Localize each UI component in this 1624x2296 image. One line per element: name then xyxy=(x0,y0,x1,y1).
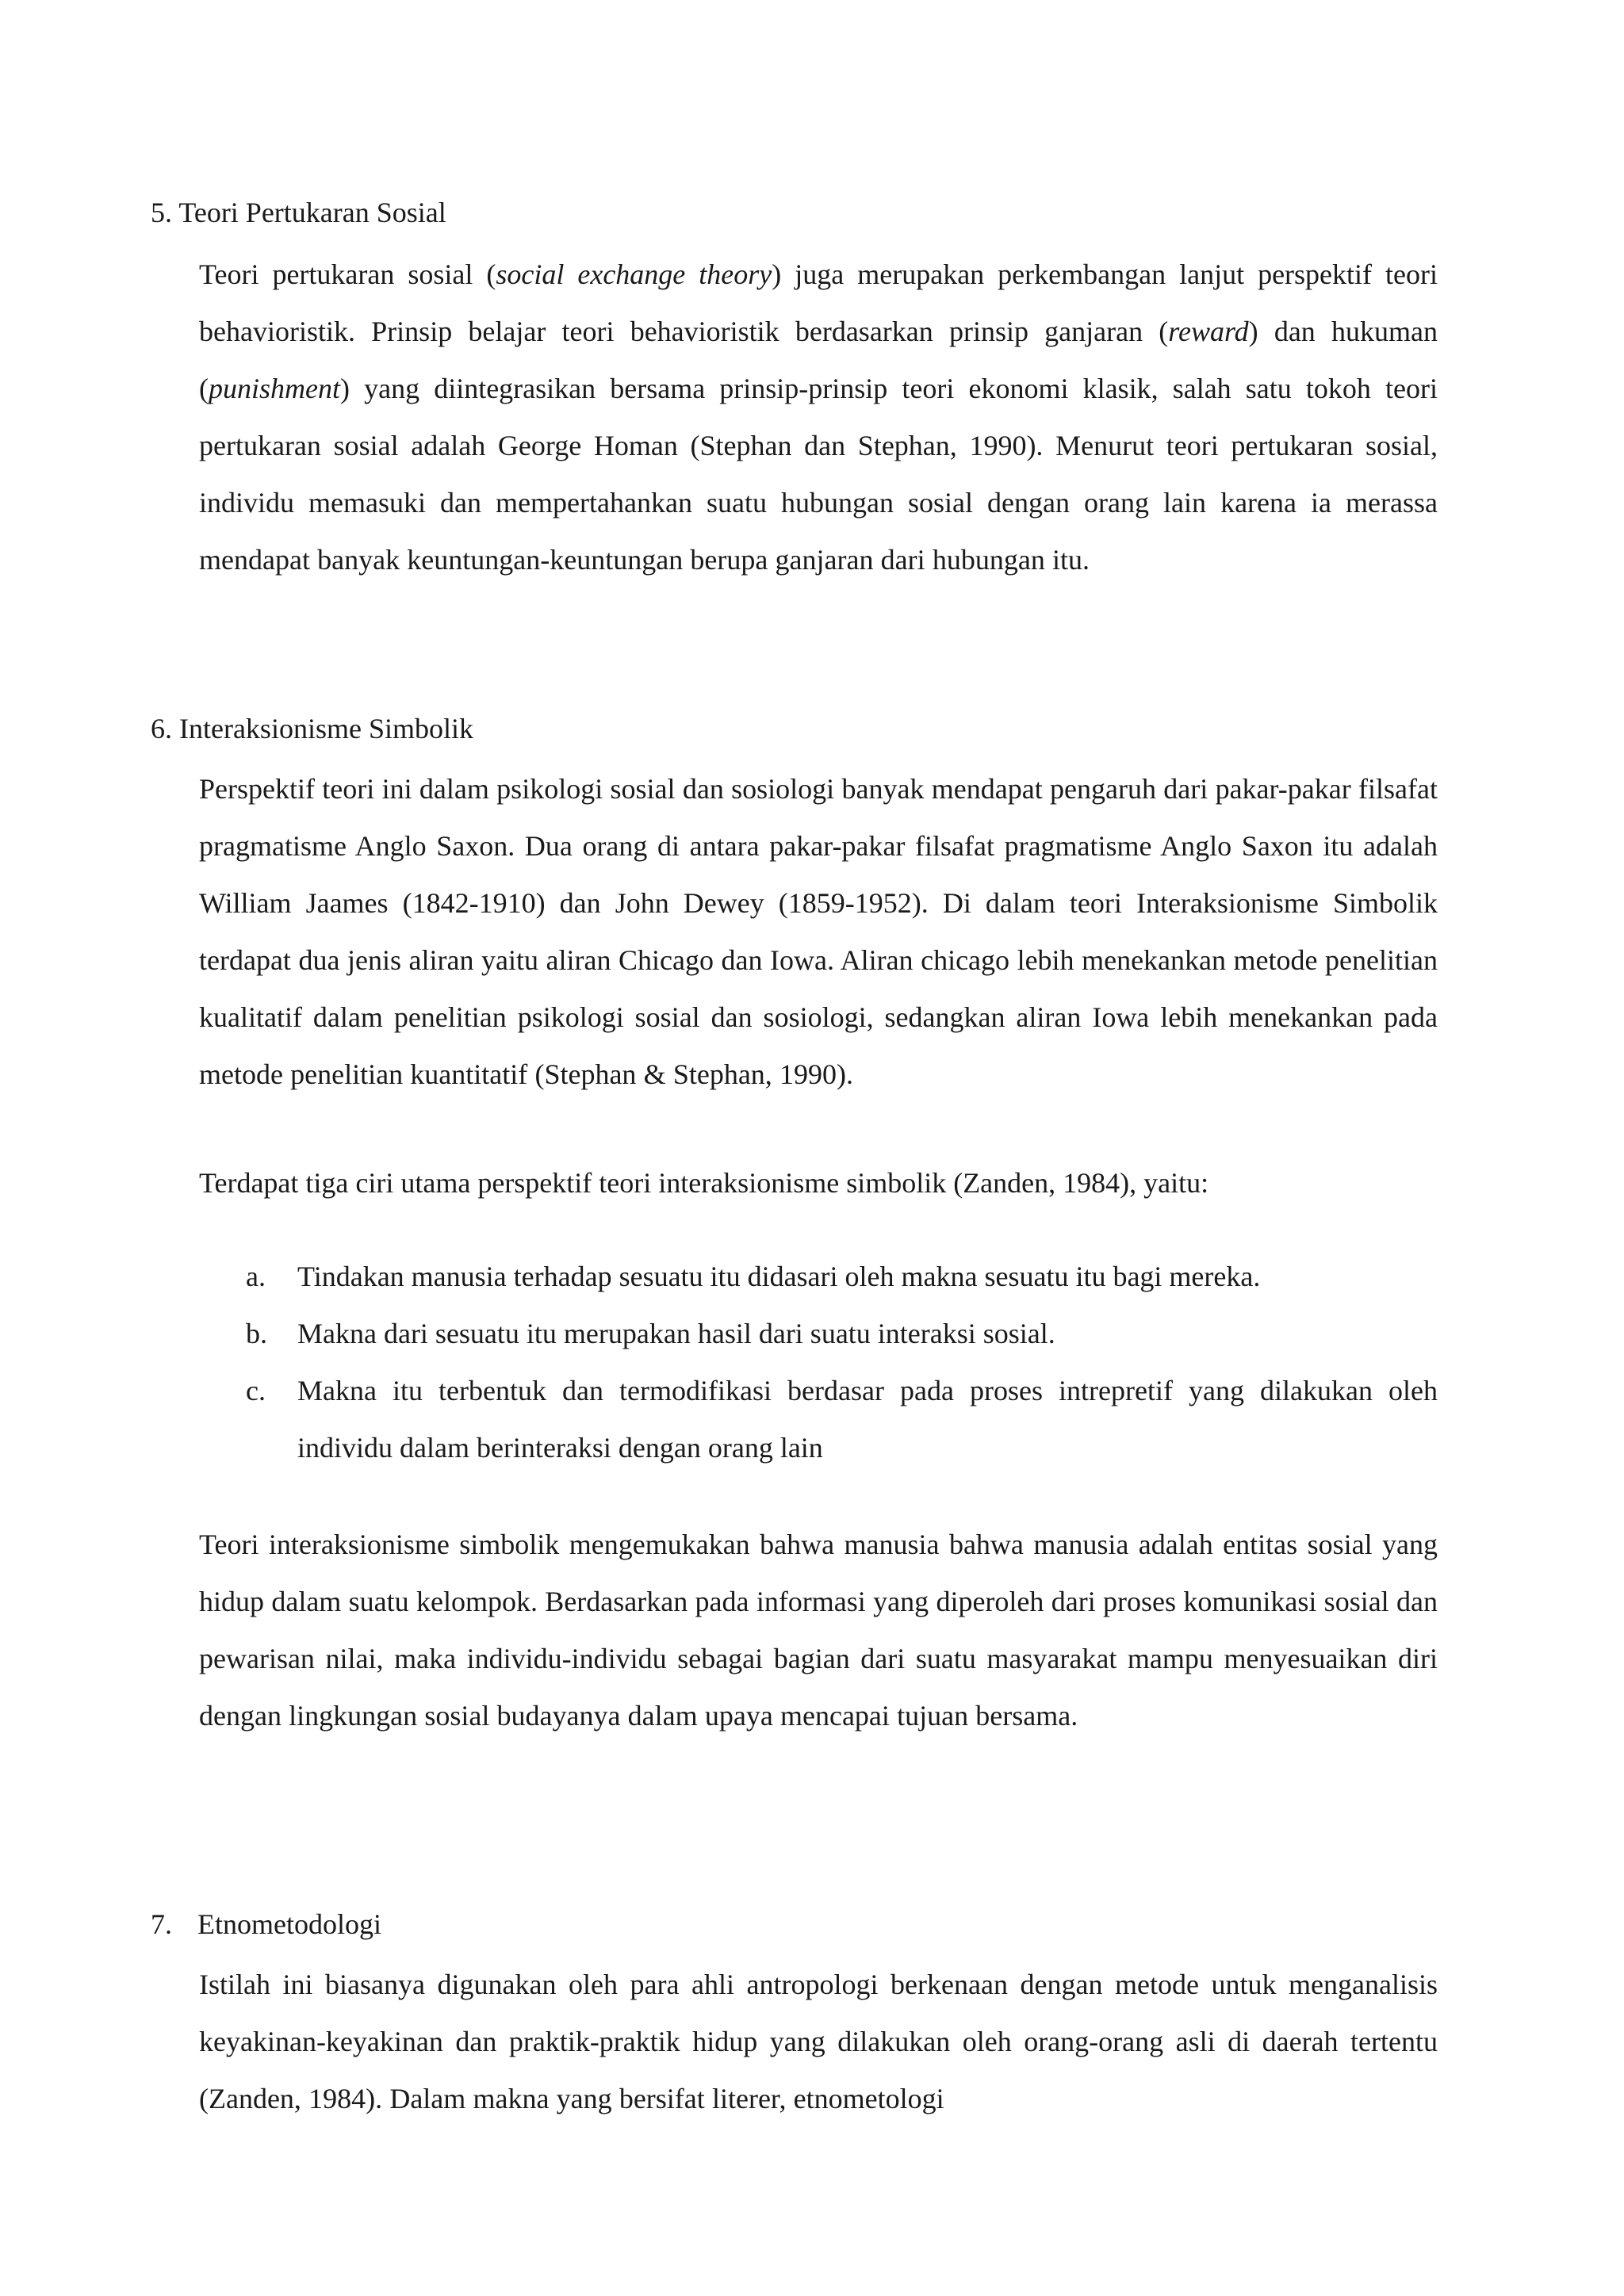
list-item xyxy=(246,1305,1438,1362)
section-number: 5. xyxy=(151,197,172,228)
section-heading xyxy=(151,711,473,746)
list-item xyxy=(246,1362,1438,1476)
list-intro: Terdapat tiga ciri utama perspektif teori interaksionisme simbolik (Zanden, 1984), yaitu: xyxy=(199,1167,1209,1199)
paragraph: Teori interaksionisme simbolik mengemukakan bahwa manusia bahwa manusia adalah entitas sosial yang hidup dalam suatu kelompok. Berdasarkan pada informasi yang diperoleh dari proses komunikasi sosial dan pewarisan nilai, maka individu-individu sebagai bagian dari suatu masyarakat mampu menyesuaikan diri dengan lingkungan sosial budayanya dalam upaya mencapai tujuan bersama. xyxy=(199,1529,1438,1732)
feature-list xyxy=(246,1248,1438,1476)
paragraph: Istilah ini biasanya digunakan oleh para ahli antropologi berkenaan dengan metode untuk menganalisis keyakinan-keyakinan dan praktik-praktik hidup yang dilakukan oleh orang-orang asli di daerah tertentu (Zanden, 1984). Dalam makna yang bersifat literer, etnometologi xyxy=(199,1969,1438,2114)
section-heading xyxy=(151,195,446,230)
paragraph: Perspektif teori ini dalam psikologi sosial dan sosiologi banyak mendapat pengaruh dari pakar-pakar filsafat pragmatisme Anglo Saxon. Dua orang di antara pakar-pakar filsafat pragmatisme Anglo Saxon itu adalah William Jaames (1842-1910) dan John Dewey (1859-1952). Di dalam teori Interaksionisme Simbolik terdapat dua jenis aliran yaitu aliran Chicago dan Iowa. Aliran chicago lebih menekankan metode penelitian kualitatif dalam penelitian psikologi sosial dan sosiologi, sedangkan aliran Iowa lebih menekankan pada metode penelitian kuantitatif (Stephan & Stephan, 1990). xyxy=(199,773,1438,1090)
emphasis-term: social exchange theory xyxy=(496,258,772,290)
section-title: Etnometodologi xyxy=(197,1908,381,1940)
emphasis-term: reward xyxy=(1168,316,1249,347)
list-item-text: Tindakan manusia terhadap sesuatu itu didasari oleh makna sesuatu itu bagi mereka. xyxy=(297,1261,1261,1292)
list-marker: c. xyxy=(246,1375,266,1406)
section-title: Interaksionisme Simbolik xyxy=(179,713,473,744)
list-item-text: Makna dari sesuatu itu merupakan hasil dari suatu interaksi sosial. xyxy=(297,1318,1055,1349)
emphasis-term: punishment xyxy=(209,373,340,404)
section-heading xyxy=(151,1907,381,1942)
paragraph: Teori pertukaran sosial (social exchange theory) juga merupakan perkembangan lanjut perspektif teori behavioristik. Prinsip belajar teori behavioristik berdasarkan prinsip ganjaran (reward) dan hukuman (punishment) yang diintegrasikan bersama prinsip-prinsip teori ekonomi klasik, salah satu tokoh teori pertukaran sosial adalah George Homan (Stephan dan Stephan, 1990). Menurut teori pertukaran sosial, individu memasuki dan mempertahankan suatu hubungan sosial dengan orang lain karena ia merassa mendapat banyak keuntungan-keuntungan berupa ganjaran dari hubungan itu. xyxy=(199,258,1438,576)
list-marker: b. xyxy=(246,1318,267,1349)
list-marker: a. xyxy=(246,1261,266,1292)
section-title: Teori Pertukaran Sosial xyxy=(178,197,446,228)
section-number: 6. xyxy=(151,713,172,744)
section-number: 7. xyxy=(151,1908,172,1940)
list-item xyxy=(246,1248,1438,1305)
list-item-text: Makna itu terbentuk dan termodifikasi berdasar pada proses intrepretif yang dilakukan oleh individu dalam berinteraksi dengan orang lain xyxy=(297,1375,1438,1464)
